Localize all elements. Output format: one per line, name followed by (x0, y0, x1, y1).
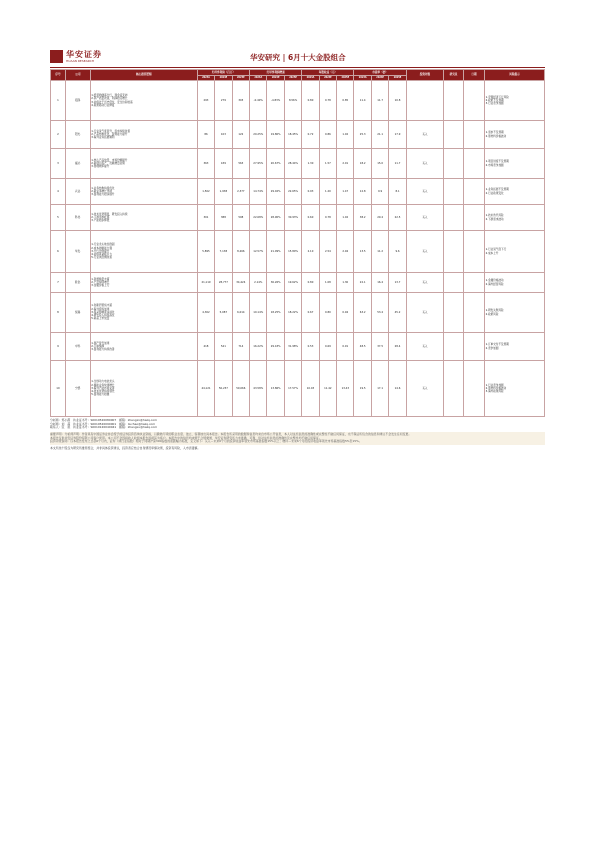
cell-analyst (444, 361, 464, 417)
cell-seq: 10 (51, 361, 66, 417)
cell-risk: 1.行业竞争加剧 2.原材料价格波动 3.海外政策风险 (485, 361, 545, 417)
cell-value: 13.5 (354, 231, 371, 273)
cell-value: 0.80 (319, 293, 336, 333)
cell-analyst (444, 205, 464, 231)
cell-value: 0.69 (319, 333, 336, 361)
cell-logic: 1.创新药管线丰富 2.海外授权加速 3.集采影响逐步消化 4.研发投入持续高位 5.新品上市放量 (90, 293, 197, 333)
cell-analyst (444, 293, 464, 333)
col-risk: 风险提示 (485, 70, 545, 81)
cell-value: 59,066 (232, 361, 249, 417)
table-row (51, 231, 545, 273)
subcol-year: 2023A (354, 76, 371, 81)
cell-seq: 6 (51, 231, 66, 273)
cell-value: 279 (215, 81, 232, 121)
cell-rating: 买入 (406, 361, 443, 417)
cell-logic: 1.行业龙头地位稳固 2.成本控制能力强 3.分红比例提升 4.估值具备吸引力 5.行业供给侧改善 (90, 231, 197, 273)
cell-value: 19.62% (284, 273, 301, 293)
cell-value: 10.14% (250, 293, 267, 333)
header-divider (50, 67, 545, 68)
cell-analyst (444, 149, 464, 179)
cell-value: 0.93 (302, 179, 319, 205)
cell-logic: 1.技术优势明显，研发投入持续 2.下游需求旺盛 3.产能稳步释放 (90, 205, 197, 231)
cell-value: 19.80% (267, 121, 284, 149)
cell-value: 2.94 (337, 231, 354, 273)
cell-value: 714 (232, 333, 249, 361)
cell-value: 11.42 (319, 361, 336, 417)
cell-value: 28.90% (267, 205, 284, 231)
cell-value: 2,377 (232, 179, 249, 205)
cell-value: 1.02 (337, 121, 354, 149)
cell-value: 45.2 (389, 293, 406, 333)
subcol-year: 2025E (389, 76, 406, 81)
cell-value: 5,087 (215, 293, 232, 333)
cell-date (463, 205, 484, 231)
cell-value: 6,014 (232, 293, 249, 333)
table-row (51, 121, 545, 149)
cell-value: 7,138 (215, 231, 232, 273)
cell-company: 阳光· (65, 121, 90, 149)
cell-value: 1.30 (337, 273, 354, 293)
col-rating: 投资评级 (406, 70, 443, 81)
cell-analyst (444, 121, 464, 149)
col-eps: 每股收益（元） (302, 70, 354, 76)
table-body (51, 81, 545, 417)
cell-date (463, 293, 484, 333)
brand-logo-icon (50, 50, 63, 63)
cell-value: 25.3 (354, 121, 371, 149)
cell-seq: 7 (51, 273, 66, 293)
col-pe: 市盈率（倍） (354, 70, 406, 76)
cell-value: 2.54 (319, 231, 336, 273)
analyst-line: 分析师：刘 超 执业证书号：S0010520090001 邮箱：liuchao@hazq.com (50, 421, 156, 426)
cell-logic: 1.经营稳健高分红，现金流充沛 2.资产质量改善，利润稳定增长 3.估值处于历史低位，安全边际较高 4.政策驱动行业修复 (90, 81, 197, 121)
cell-value: 18.2 (354, 149, 371, 179)
cell-value: 0.53 (302, 333, 319, 361)
cell-value: 0.78 (319, 81, 336, 121)
cell-value: 439 (215, 149, 232, 179)
cell-risk: 1.业务拓展不及预期 2.行业政策变化 (485, 179, 545, 205)
subcol-year: 2024E (371, 76, 388, 81)
cell-seq: 1 (51, 81, 66, 121)
cell-value: 1.47 (337, 179, 354, 205)
cell-value: 19.5 (354, 361, 371, 417)
cell-analyst (444, 231, 464, 273)
subcol-year: 2025E (337, 76, 354, 81)
table-row (51, 205, 545, 231)
table-row (51, 361, 545, 417)
cell-value: 8.1 (389, 179, 406, 205)
cell-company: 科技· (65, 205, 90, 231)
cell-rating: 买入 (406, 179, 443, 205)
cell-value: 10.03 (302, 361, 319, 417)
cell-value: 18.25% (267, 293, 284, 333)
cell-value: 0.86 (319, 121, 336, 149)
cell-value: 27.95% (250, 149, 267, 179)
cell-value: 2.10 (302, 231, 319, 273)
cell-value: 29.02% (267, 179, 284, 205)
cell-logic: 1.资源储量丰富 2.产量持续增长 3.金属价格上行 (90, 273, 197, 293)
cell-logic: 1.业务结构持续优化 2.新业务增长迅速 3.盈利能力稳步提升 (90, 179, 197, 205)
cell-value: 17.9 (389, 121, 406, 149)
cell-value: 4,302 (197, 293, 214, 333)
cell-value: 31.98% (284, 333, 301, 361)
cell-value: 0.67 (302, 293, 319, 333)
cell-value: 30.93% (284, 205, 301, 231)
cell-value: 21.09% (267, 231, 284, 273)
cell-seq: 9 (51, 333, 66, 361)
cell-value: 28.44% (284, 149, 301, 179)
analyst-info (50, 419, 545, 430)
cell-value: 8,266 (232, 231, 249, 273)
cell-seq: 5 (51, 205, 66, 231)
analyst-line: 分析师：郑小霞 执业证书号：S0010520080007 邮箱：zhengxx@hazq.com (50, 418, 157, 422)
cell-rating: 买入 (406, 205, 443, 231)
table-row (51, 333, 545, 361)
cell-value: 541 (215, 333, 232, 361)
cell-company: 福达· (65, 149, 90, 179)
table-row (51, 149, 545, 179)
cell-value: 34,424 (232, 273, 249, 293)
cell-rating: 买入 (406, 231, 443, 273)
cell-risk: 1.研发失败风险 2.政策风险 (485, 293, 545, 333)
cell-value: 563 (232, 149, 249, 179)
cell-rating (406, 81, 443, 121)
brand-subtitle: HUAAN RESEARCH (66, 59, 94, 63)
cell-risk: 1.技术迭代风险 2.下游需求波动 (485, 205, 545, 231)
cell-logic: 1.全球动力电池龙头 2.储能业务快速增长 3.海外产能布局完善 4.技术优势持续领先 5.盈利能力稳健 (90, 361, 197, 417)
subcol-year: 2024E (319, 76, 336, 81)
cell-logic: 1.行业景气度回升，需求持续改善 2.产品结构优化，盈利能力提升 3.海外业务拓展顺利 (90, 121, 197, 149)
cell-value: 1.57 (319, 149, 336, 179)
cell-value: 0.80 (302, 273, 319, 293)
page-title: 华安研究 | 6月十大金股组合 (250, 53, 346, 62)
cell-value: 13.43 (337, 361, 354, 417)
subcol-year: 2024E (267, 76, 284, 81)
cell-value: 44,121 (197, 361, 214, 417)
cell-value: 11.7 (389, 149, 406, 179)
cell-company: 宁德· (65, 361, 90, 417)
cell-seq: 4 (51, 179, 66, 205)
cell-analyst (444, 333, 464, 361)
cell-value: 388 (215, 205, 232, 231)
cell-value: 1.30 (302, 149, 319, 179)
cell-value: 53.4 (371, 293, 388, 333)
cell-value: 1.08 (319, 273, 336, 293)
table-row (51, 273, 545, 293)
cell-value: 36.26% (267, 273, 284, 293)
table-row (51, 179, 545, 205)
cell-company: 招商· (65, 81, 90, 121)
cell-value: 29.4 (371, 205, 388, 231)
cell-company: 紫金· (65, 273, 90, 293)
cell-date (463, 121, 484, 149)
cell-value: 22.5 (389, 205, 406, 231)
disclaimer-block (50, 432, 545, 445)
cell-value: 14.74% (250, 179, 267, 205)
cell-risk: 1.金属价格波动 2.海外经营风险 (485, 273, 545, 293)
cell-value: 0.72 (302, 121, 319, 149)
col-date: 日期 (463, 70, 484, 81)
subcol-year: 2025E (232, 76, 249, 81)
cell-company: 恒瑞· (65, 293, 90, 333)
cell-value: 10.8 (389, 81, 406, 121)
cell-rating: 买入 (406, 333, 443, 361)
cell-value: 103 (215, 121, 232, 149)
cell-company: 中科· (65, 333, 90, 361)
cell-value: 122 (232, 121, 249, 149)
cell-date (463, 179, 484, 205)
report-header (50, 50, 545, 70)
cell-value: 0.85 (337, 81, 354, 121)
cell-value: 0.78 (319, 205, 336, 231)
cell-value: 22.65% (284, 179, 301, 205)
cell-date (463, 231, 484, 273)
cell-seq: 8 (51, 293, 66, 333)
cell-value: 15.80% (284, 231, 301, 273)
cell-value: 29.43% (267, 333, 284, 361)
cell-value: 0.80 (302, 81, 319, 121)
col-name: 公司 (65, 70, 90, 81)
subcol-year: 2023A (250, 76, 267, 81)
cell-value: 0.94 (337, 293, 354, 333)
cell-value: 9.9 (371, 179, 388, 205)
cell-value: 2.01 (337, 149, 354, 179)
cell-value: 363 (197, 149, 214, 179)
cell-value: 16.22% (250, 333, 267, 361)
cell-analyst (444, 81, 464, 121)
cell-value: 1.02 (337, 205, 354, 231)
cell-value: 13.86% (267, 361, 284, 417)
col-netprofit: 归母净利润（百万） (197, 70, 249, 76)
cell-value: 1,938 (215, 179, 232, 205)
cell-value: 22.68% (250, 205, 267, 231)
cell-value: 11.7 (371, 81, 388, 121)
cell-value: 0.60 (302, 205, 319, 231)
cell-value: 38.2 (354, 205, 371, 231)
cell-value: 418 (197, 333, 214, 361)
cell-date (463, 81, 484, 121)
cell-seq: 3 (51, 149, 66, 179)
cell-value: 9.6 (389, 231, 406, 273)
cell-value: 12.8 (354, 179, 371, 205)
cell-value: 20.67% (267, 149, 284, 179)
cell-value: 0.91 (337, 333, 354, 361)
disclaimer-paragraph: 本报告仅供华安证券股份有限公司客户使用。本公司不会因接收人收到本报告而视其为客户。本报告中的信息均来源于合规渠道，华安证券研究所力求准确、可靠，但对这些信息的准确性及完整性均不做任何保证。 (50, 435, 322, 440)
cell-date (463, 273, 484, 293)
cell-logic: 1.国产替代加速 2.订单饱满 3.盈利能力持续改善 (90, 333, 197, 361)
col-seq: 序号 (51, 70, 66, 81)
risk-note: 本文所选个股仅为研究所推荐组合，并非具体投资建议，投资者应结合自身情况审慎决策，投资有风险，入市需谨慎。 (50, 446, 201, 450)
cell-value: 16.4 (371, 273, 388, 293)
subcol-year: 2025E (284, 76, 301, 81)
cell-value: -4.83% (267, 81, 284, 121)
cell-value: 11.4 (354, 81, 371, 121)
cell-value: 5,895 (197, 231, 214, 273)
cell-rating: 买入 (406, 293, 443, 333)
cell-value: 8.56% (284, 81, 301, 121)
subcol-year: 2024E (215, 76, 232, 81)
cell-value: 63.2 (354, 293, 371, 333)
analyst-line: 联系人：张 旭 执业证书号：S0010120040041 邮箱：zhangxu@hazq.com (50, 425, 158, 430)
disclaimer-paragraph: 投资评级说明：以本报告发布之日起6个月内，证券（或行业指数）相对于同期沪深300指数的涨跌幅为标准，定义如下：买入—未来6个月的投资收益率领先市场基准指数15%以上；增持—未来6个月的投资收益率领先市场基准指数5%至15%。 (50, 439, 362, 444)
cell-value: -0.40% (250, 81, 267, 121)
cell-rating: 买入 (406, 121, 443, 149)
cell-analyst (444, 273, 464, 293)
cell-value: 28.4 (389, 333, 406, 361)
disclaimer-paragraph: 重要声明：分析师声明：作者具有中国证券业协会授予的证券投资咨询执业资格，以勤勉尽责的职业态度、独立、客观地出具本报告。本报告所采用的数据和信息均来自市场公开信息，本人对这些信息的准确性或完整性不做任何保证，也不保证所包含的信息和建议不会发生任何变更。 (50, 432, 412, 436)
subcol-year: 2023A (197, 76, 214, 81)
cell-logic: 1.核心产品放量，市场份额提升 2.新项目投产，贡献增量业绩 3.管理效率提升 (90, 149, 197, 179)
cell-value: 17.1 (371, 361, 388, 417)
cell-risk: 1.订单交付不及预期 2.竞争加剧 (485, 333, 545, 361)
col-analyst: 研究员 (444, 70, 464, 81)
cell-value: 1,502 (197, 179, 214, 205)
cell-risk: 1.宏观经济下行风险 2.政策不及预期 3.行业竞争加剧 (485, 81, 545, 121)
cell-risk: 1.需求不及预期 2.原材料价格波动 (485, 121, 545, 149)
cell-value: 18.22% (284, 293, 301, 333)
col-logic: 核心推荐逻辑 (90, 70, 197, 81)
subcol-year: 2023A (302, 76, 319, 81)
cell-value: 86 (197, 121, 214, 149)
cell-company: 兴业· (65, 179, 90, 205)
table-row (51, 293, 545, 333)
cell-risk: 1.行业景气度下行 2.成本上升 (485, 231, 545, 273)
col-growth: 归母净利润增速 (250, 70, 302, 76)
cell-value: 12.57% (250, 231, 267, 273)
cell-value: 508 (232, 205, 249, 231)
cell-value: 301 (197, 205, 214, 231)
cell-date (463, 149, 484, 179)
cell-value: 293 (197, 81, 214, 121)
cell-rating: 买入 (406, 149, 443, 179)
cell-value: 28,777 (215, 273, 232, 293)
brand-name: 华安证券 (66, 50, 102, 59)
cell-value: 43.58% (250, 361, 267, 417)
cell-value: 20.25% (250, 121, 267, 149)
cell-value: 37.5 (371, 333, 388, 361)
cell-date (463, 361, 484, 417)
cell-analyst (444, 179, 464, 205)
cell-value: 14.6 (389, 361, 406, 417)
cell-value: 11.2 (371, 231, 388, 273)
stock-portfolio-table (50, 69, 545, 417)
cell-seq: 2 (51, 121, 66, 149)
cell-value: 21,119 (197, 273, 214, 293)
cell-company: 华发· (65, 231, 90, 273)
cell-value: 21.1 (371, 121, 388, 149)
cell-risk: 1.项目进度不及预期 2.市场竞争加剧 (485, 149, 545, 179)
cell-value: 50,237 (215, 361, 232, 417)
cell-value: 13.7 (389, 273, 406, 293)
cell-value: 17.57% (284, 361, 301, 417)
cell-date (463, 333, 484, 361)
cell-value: 1.20 (319, 179, 336, 205)
cell-value: 2.14% (250, 273, 267, 293)
cell-value: 15.0 (371, 149, 388, 179)
cell-rating: 买入 (406, 273, 443, 293)
cell-value: 48.5 (354, 333, 371, 361)
cell-value: 22.1 (354, 273, 371, 293)
cell-value: 303 (232, 81, 249, 121)
cell-value: 18.45% (284, 121, 301, 149)
table-row (51, 81, 545, 121)
